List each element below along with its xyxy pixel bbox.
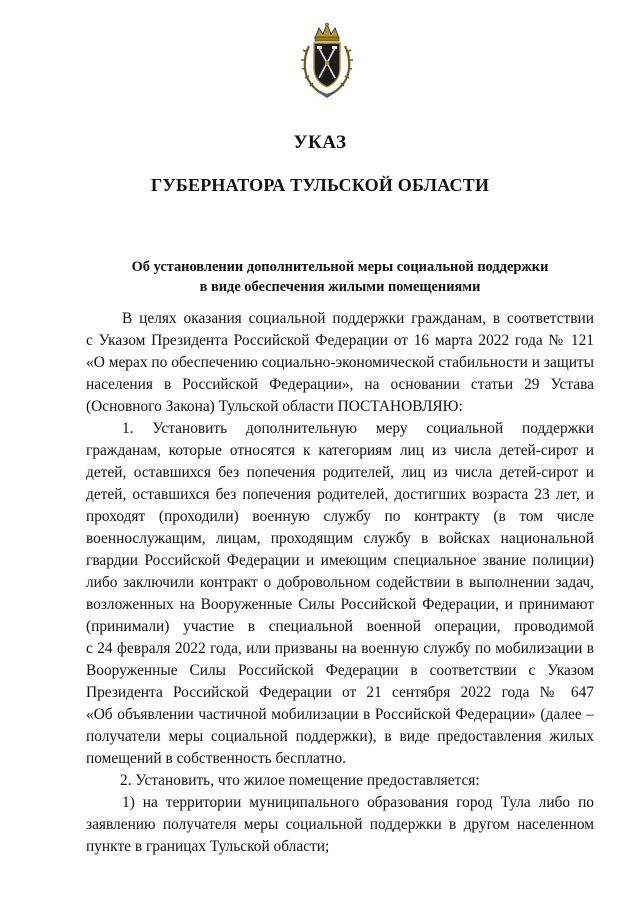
- decree-title: УКАЗ: [293, 132, 347, 153]
- body-line: гражданам, которые относятся к категориям лиц из числа детей-сирот и: [86, 442, 594, 459]
- body-line: «Об объявлении частичной мобилизации в Российской Федерации» (далее –: [86, 706, 594, 723]
- body-line: гвардии Российской Федерации и имеющим специальное звание полиции): [86, 552, 594, 569]
- coat-of-arms-emblem: [301, 22, 353, 98]
- decree-subject: [0, 257, 640, 297]
- decree-authority: ГУБЕРНАТОРА ТУЛЬСКОЙ ОБЛАСТИ: [150, 175, 490, 195]
- body-line: заявлению получателя меры социальной поддержки в другом населенном: [86, 816, 594, 833]
- subject-line: Об установлении дополнительной меры социальной поддержки: [131, 259, 549, 275]
- body-line: военнослужащим, лицам, проходящим службу в войсках национальной: [86, 530, 594, 547]
- body-line: получатели меры социальной поддержки), в виде предоставления жилых: [86, 728, 594, 745]
- body-line: 2. Установить, что жилое помещение предоставляется:: [120, 772, 480, 789]
- body-line: Президента Российской Федерации от 21 сентября 2022 года № 647: [86, 684, 594, 701]
- body-line: с Указом Президента Российской Федерации от 16 марта 2022 года № 121: [86, 332, 594, 349]
- body-line: с 24 февраля 2022 года, или призваны на военную службу по мобилизации в: [86, 640, 594, 657]
- body-line: детей, оставшихся без попечения родителей, достигших возраста 23 лет, и: [86, 486, 594, 503]
- body-line: Вооруженные Силы Российской Федерации в соответствии с Указом: [86, 662, 594, 679]
- body-line: детей, оставшихся без попечения родителей, лиц из числа детей-сирот и: [86, 464, 594, 481]
- body-line: либо заключили контракт о добровольном содействии в выполнении задач,: [86, 574, 594, 591]
- body-line: В целях оказания социальной поддержки гражданам, в соответствии: [122, 310, 594, 327]
- body-line: населения в Российской Федерации», на основании статьи 29 Устава: [86, 376, 594, 393]
- body-line: (Основного Закона) Тульской области ПОСТАНОВЛЯЮ:: [86, 398, 463, 415]
- body-line: пункте в границах Тульской области;: [86, 838, 330, 855]
- body-line: 1) на территории муниципального образования город Тула либо по: [122, 794, 594, 811]
- decree-body: [86, 308, 594, 858]
- subject-line: в виде обеспечения жилыми помещениями: [199, 279, 481, 295]
- body-line: 1. Установить дополнительную меру социальной поддержки: [122, 420, 594, 437]
- body-line: (принимали) участие в специальной военной операции, проводимой: [86, 618, 594, 635]
- body-line: помещений в собственность бесплатно.: [86, 750, 346, 767]
- body-line: «О мерах по обеспечению социально-экономической стабильности и защиты: [86, 354, 594, 371]
- body-line: проходят (проходили) военную службу по контракту (в том числе: [86, 508, 594, 525]
- body-line: возложенных на Вооруженные Силы Российской Федерации, и принимают: [86, 596, 594, 613]
